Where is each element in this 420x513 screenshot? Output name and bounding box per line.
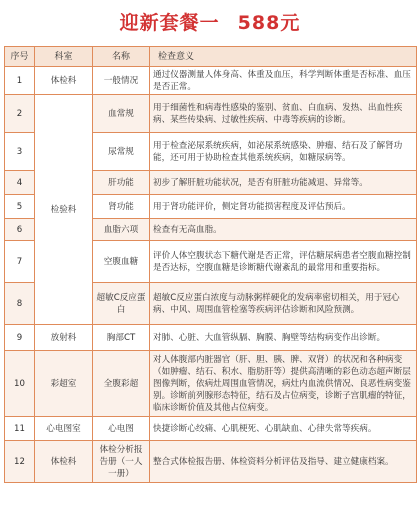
row-no: 1 [5,67,35,95]
row-name: 肝功能 [93,171,150,195]
row-dept: 心电图室 [35,417,93,441]
row-desc: 通过仪器测量人体身高、体重及血压，科学判断体重是否标准、血压是否正常。 [150,67,417,95]
row-no: 5 [5,195,35,219]
row-no: 4 [5,171,35,195]
row-no: 8 [5,283,35,325]
header-no: 序号 [5,47,35,67]
row-desc: 对人体腹部内脏器官（肝、胆、胰、脾、双肾）的状况和各种病变（如肿瘤、结石、积水、脂肪肝等）提供高清晰的彩色动态超声断层图像判断，依病灶周围血管情况，病灶内血流供情况、良恶性病变鉴别。诊断前列腺形态特征，结石及占位病变，诊断子宫肌瘤的特征，临床诊断价值及其他占位病变。 [150,351,417,417]
row-no: 9 [5,325,35,351]
row-desc: 整合式体检报告册、体检资料分析评估及指导、建立健康档案。 [150,441,417,483]
row-no: 12 [5,441,35,483]
row-no: 7 [5,241,35,283]
row-no: 3 [5,133,35,171]
header-desc: 检查意义 [150,47,417,67]
package-title [0,8,420,35]
row-dept: 放射科 [35,325,93,351]
row-dept: 彩超室 [35,351,93,417]
table-row [5,67,417,95]
row-name: 体检分析报告册（一人一册） [93,441,150,483]
row-dept: 体检科 [35,67,93,95]
exam-items-table [4,46,417,483]
row-name: 胸部CT [93,325,150,351]
row-desc: 用于检查泌尿系统疾病，如泌尿系统感染、肿瘤、结石及了解肾功能，还可用于协助检查其他系统疾病，如糖尿病等。 [150,133,417,171]
table-row [5,441,417,483]
table-header-row [5,47,417,67]
row-desc: 评价人体空腹状态下糖代谢是否正常，评估糖尿病患者空腹血糖控制是否达标，空腹血糖是诊断糖代谢紊乱的最常用和重要指标。 [150,241,417,283]
row-name: 尿常规 [93,133,150,171]
row-desc: 对肺、心脏、大血管纵膈、胸膜、胸壁等结构病变作出诊断。 [150,325,417,351]
table-row [5,325,417,351]
row-no: 11 [5,417,35,441]
table-row [5,95,417,133]
row-desc: 检查有无高血脂。 [150,219,417,241]
row-desc: 用于肾功能评价，侧定肾功能损害程度及评估预后。 [150,195,417,219]
row-desc: 超敏C反应蛋白浓度与动脉粥样硬化的发病率密切相关，用于冠心病、中风、周围血管栓塞等疾病评估诊断和风险预测。 [150,283,417,325]
row-name: 一般情况 [93,67,150,95]
row-name: 全腹彩超 [93,351,150,417]
table-row [5,417,417,441]
row-name: 超敏C反应蛋白 [93,283,150,325]
header-name: 名称 [93,47,150,67]
header-dept: 科室 [35,47,93,67]
row-desc: 快捷诊断心绞痛、心肌梗死、心肌缺血、心律失常等疾病。 [150,417,417,441]
table-row [5,351,417,417]
row-name: 血脂六项 [93,219,150,241]
row-name: 空腹血糖 [93,241,150,283]
row-no: 10 [5,351,35,417]
row-desc: 初步了解肝脏功能状况，是否有肝脏功能减退、异常等。 [150,171,417,195]
row-name: 心电图 [93,417,150,441]
row-dept: 体检科 [35,441,93,483]
row-name: 肾功能 [93,195,150,219]
row-desc: 用于细菌性和病毒性感染的鉴别、贫血、白血病、发热、出血性疾病、某些传染病、过敏性疾病、中毒等疾病的诊断。 [150,95,417,133]
row-no: 6 [5,219,35,241]
row-name: 血常规 [93,95,150,133]
package-price: 588元 [237,12,301,34]
row-dept: 检验科 [35,95,93,325]
package-name: 迎新套餐一 [119,12,220,34]
row-no: 2 [5,95,35,133]
